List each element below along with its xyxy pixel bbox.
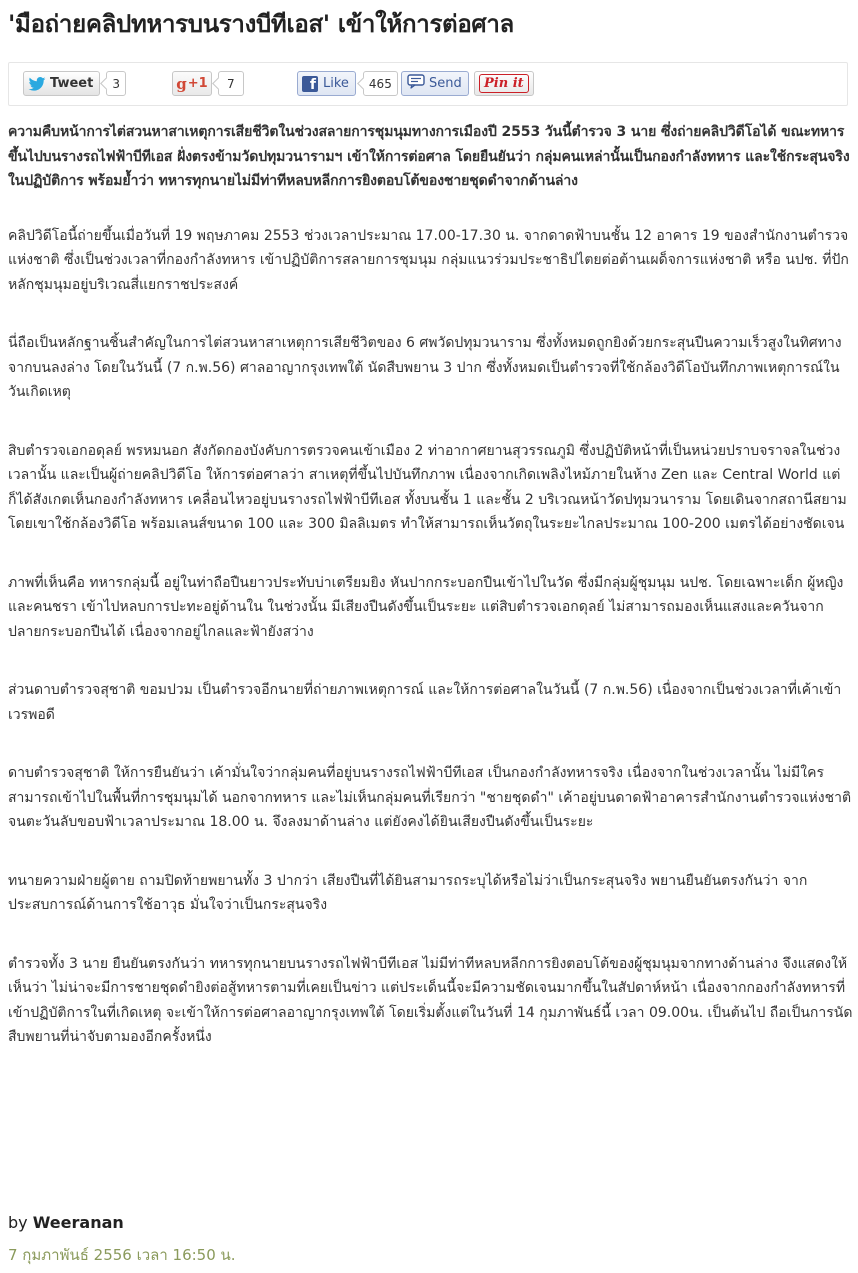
pinterest-widget	[474, 71, 534, 96]
article-headline: 'มือถ่ายคลิปทหารบนรางบีทีเอส' เข้าให้การต่อศาล	[8, 10, 514, 38]
social-share-bar	[8, 62, 848, 106]
article-paragraph: นี่ถือเป็นหลักฐานชิ้นสำคัญในการไต่สวนหาสาเหตุการเสียชีวิตของ 6 ศพวัดปทุมวนาราม ซึ่งทั้งหมดถูกยิงด้วยกระสุนปืนความเร็วสูงในทิศทางจากบนลงล่าง โดยในวันนี้ (7 ก.พ.56) ศาลอาญากรุงเทพใต้ นัดสืบพยาน 3 ปาก ซึ่งทั้งหมดเป็นตำรวจที่ใช้กล้องวิดีโอบันทึกภาพเหตุการณ์ในวันเกิดเหตุ	[8, 335, 842, 400]
article-lead: ความคืบหน้าการไต่สวนหาสาเหตุการเสียชีวิตในช่วงสลายการชุมนุมทางการเมืองปี 2553 วันนี้ตำรวจ 3 นาย ซึ่งถ่ายคลิปวิดีโอได้ ขณะทหารขึ้นไปบนรางรถไฟฟ้าบีทีเอส ฝั่งตรงข้ามวัดปทุมวนารามฯ เข้าให้การต่อศาล โดยยืนยันว่า กลุ่มคนเหล่านั้นเป็นกองกำลังทหาร และใช้กระสุนจริงในปฏิบัติการ พร้อมย้ำว่า ทหารทุกนายไม่มีท่าทีหลบหลีกการยิงตอบโต้ของชายชุดดำจากด้านล่าง	[8, 124, 850, 189]
gplus-count: 7	[218, 71, 244, 96]
facebook-logo-icon: f	[302, 76, 318, 92]
article-paragraph: ดาบตำรวจสุชาติ ให้การยืนยันว่า เค้ามั่นใจว่ากลุ่มคนที่อยู่บนรางรถไฟฟ้าบีทีเอส เป็นกองกำลังทหารจริง เนื่องจากในช่วงเวลานั้น ไม่มีใครสามารถเข้าไปในพื้นที่การชุมนุมได้ นอกจากทหาร และไม่เห็นกลุ่มคนที่เรียกว่า "ชายชุดดำ" เค้าอยู่บนดาดฟ้าอาคารสำนักงานตำรวจแห่งชาติ จนตะวันลับขอบฟ้าเวลาประมาณ 18.00 น. จึงลงมาด้านล่าง แต่ยังคงได้ยินเสียงปืนดังขึ้นเป็นระยะ	[8, 765, 852, 830]
gplus-logo-icon: g	[176, 74, 187, 93]
pinterest-pin-button[interactable]	[474, 71, 534, 96]
tweet-button[interactable]	[23, 71, 100, 96]
byline-author[interactable]: Weeranan	[32, 1213, 124, 1232]
pinterest-pinit-label: Pin it	[479, 74, 529, 93]
gplus-button[interactable]	[172, 71, 212, 96]
gplus-widget	[172, 71, 244, 96]
facebook-send-label: Send	[429, 76, 462, 91]
article-paragraph: คลิปวิดีโอนี้ถ่ายขึ้นเมื่อวันที่ 19 พฤษภาคม 2553 ช่วงเวลาประมาณ 17.00-17.30 น. จากดาดฟ้าบนชั้น 12 อาคาร 19 ของสำนักงานตำรวจแห่งชาติ ซึ่งเป็นช่วงเวลาที่กองกำลังทหาร เข้าปฏิบัติการสลายการชุมนุม กลุ่มแนวร่วมประชาธิปไตยต่อต้านเผด็จการแห่งชาติ หรือ นปช. ที่ปักหลักชุมนุมอยู่บริเวณสี่แยกราชประสงค์	[8, 227, 849, 293]
twitter-bird-icon	[28, 77, 46, 91]
article-paragraph: สิบตำรวจเอกอดุลย์ พรหมนอก สังกัดกองบังคับการตรวจคนเข้าเมือง 2 ท่าอากาศยานสุวรรณภูมิ ซึ่งปฏิบัติหน้าที่เป็นหน่วยปราบจราจลในช่วงเวลานั้น และเป็นผู้ถ่ายคลิปวิดีโอ ให้การต่อศาลว่า สาเหตุที่ขึ้นไปบันทึกภาพ เนื่องจากเกิดเพลิงไหม้ภายในห้าง Zen และ Central World แต่ก็ได้สังเกตเห็นกองกำลังทหาร เคลื่อนไหวอยู่บนรางรถไฟฟ้าบีทีเอส ทั้งบนชั้น 1 และชั้น 2 บริเวณหน้าวัดปทุมวนาราม โดยเดินจากสถานีสยาม โดยเขาใช้กล้องวิดีโอ พร้อมเลนส์ขนาด 100 และ 300 มิลลิเมตร ทำให้สามารถเห็นวัตถุในระยะไกลประมาณ 100-200 เมตรได้อย่างชัดเจน	[8, 442, 847, 532]
facebook-like-count: 465	[363, 71, 398, 96]
tweet-widget	[23, 71, 126, 96]
byline	[8, 1213, 124, 1232]
byline-prefix: by	[8, 1213, 28, 1232]
speech-bubble-icon	[407, 74, 425, 93]
publish-date: 7 กุมภาพันธ์ 2556 เวลา 16:50 น.	[8, 1246, 236, 1264]
article-paragraph: ภาพที่เห็นคือ ทหารกลุ่มนี้ อยู่ในท่าถือปืนยาวประทับบ่าเตรียมยิง หันปากกระบอกปืนเข้าไปในวัด ซึ่งมีกลุ่มผู้ชุมนุม นปช. โดยเฉพาะเด็ก ผู้หญิง และคนชรา เข้าไปหลบการปะทะอยู่ด้านใน ในช่วงนั้น มีเสียงปืนดังขึ้นเป็นระยะ แต่สิบตำรวจเอกดุลย์ ไม่สามารถมองเห็นแสงและควันจากปลายกระบอกปืนได้ เนื่องจากอยู่ไกลและฟ้ายังสว่าง	[8, 574, 844, 640]
tweet-count: 3	[106, 71, 126, 96]
article-paragraph: ส่วนดาบตำรวจสุชาติ ขอมปวม เป็นตำรวจอีกนายที่ถ่ายภาพเหตุการณ์ และให้การต่อศาลในวันนี้ (7 ก.พ.56) เนื่องจากเป็นช่วงเวลาที่เค้าเข้าเวรพอดี	[8, 682, 842, 723]
facebook-like-widget	[297, 71, 398, 96]
article-body	[8, 120, 853, 1084]
facebook-like-button[interactable]	[297, 71, 356, 96]
facebook-send-widget	[401, 71, 469, 96]
facebook-send-button[interactable]	[401, 71, 469, 96]
gplus-label: +1	[187, 76, 208, 91]
article-paragraph: ทนายความฝ่ายผู้ตาย ถามปิดท้ายพยานทั้ง 3 ปากว่า เสียงปืนที่ได้ยินสามารถระบุได้หรือไม่ว่าเป็นกระสุนจริง พยานยืนยันตรงกันว่า จากประสบการณ์ด้านการใช้อาวุธ มั่นใจว่าเป็นกระสุนจริง	[8, 872, 808, 913]
article-paragraph: ตำรวจทั้ง 3 นาย ยืนยันตรงกันว่า ทหารทุกนายบนรางรถไฟฟ้าบีทีเอส ไม่มีท่าทีหลบหลีกการยิงตอบโต้ของผู้ชุมนุมจากทางด้านล่าง จึงแสดงให้เห็นว่า ไม่น่าจะมีการชายชุดดำยิงต่อสู้ทหารตามที่เคยเป็นข่าว แต่ประเด็นนี้จะมีความชัดเจนมากขึ้นในสัปดาห์หน้า เนื่องจากกองกำลังทหารที่เข้าปฏิบัติการในที่เกิดเหตุ จะเข้าให้การต่อศาลอาญากรุงเทพใต้ โดยเริ่มตั้งแต่ในวันที่ 14 กุมภาพันธ์นี้ เวลา 09.00น. เป็นต้นไป ถือเป็นการนัดสืบพยานที่น่าจับตามองอีกครั้งหนึ่ง	[8, 955, 853, 1045]
tweet-label: Tweet	[50, 76, 94, 91]
facebook-like-label: Like	[323, 76, 349, 91]
